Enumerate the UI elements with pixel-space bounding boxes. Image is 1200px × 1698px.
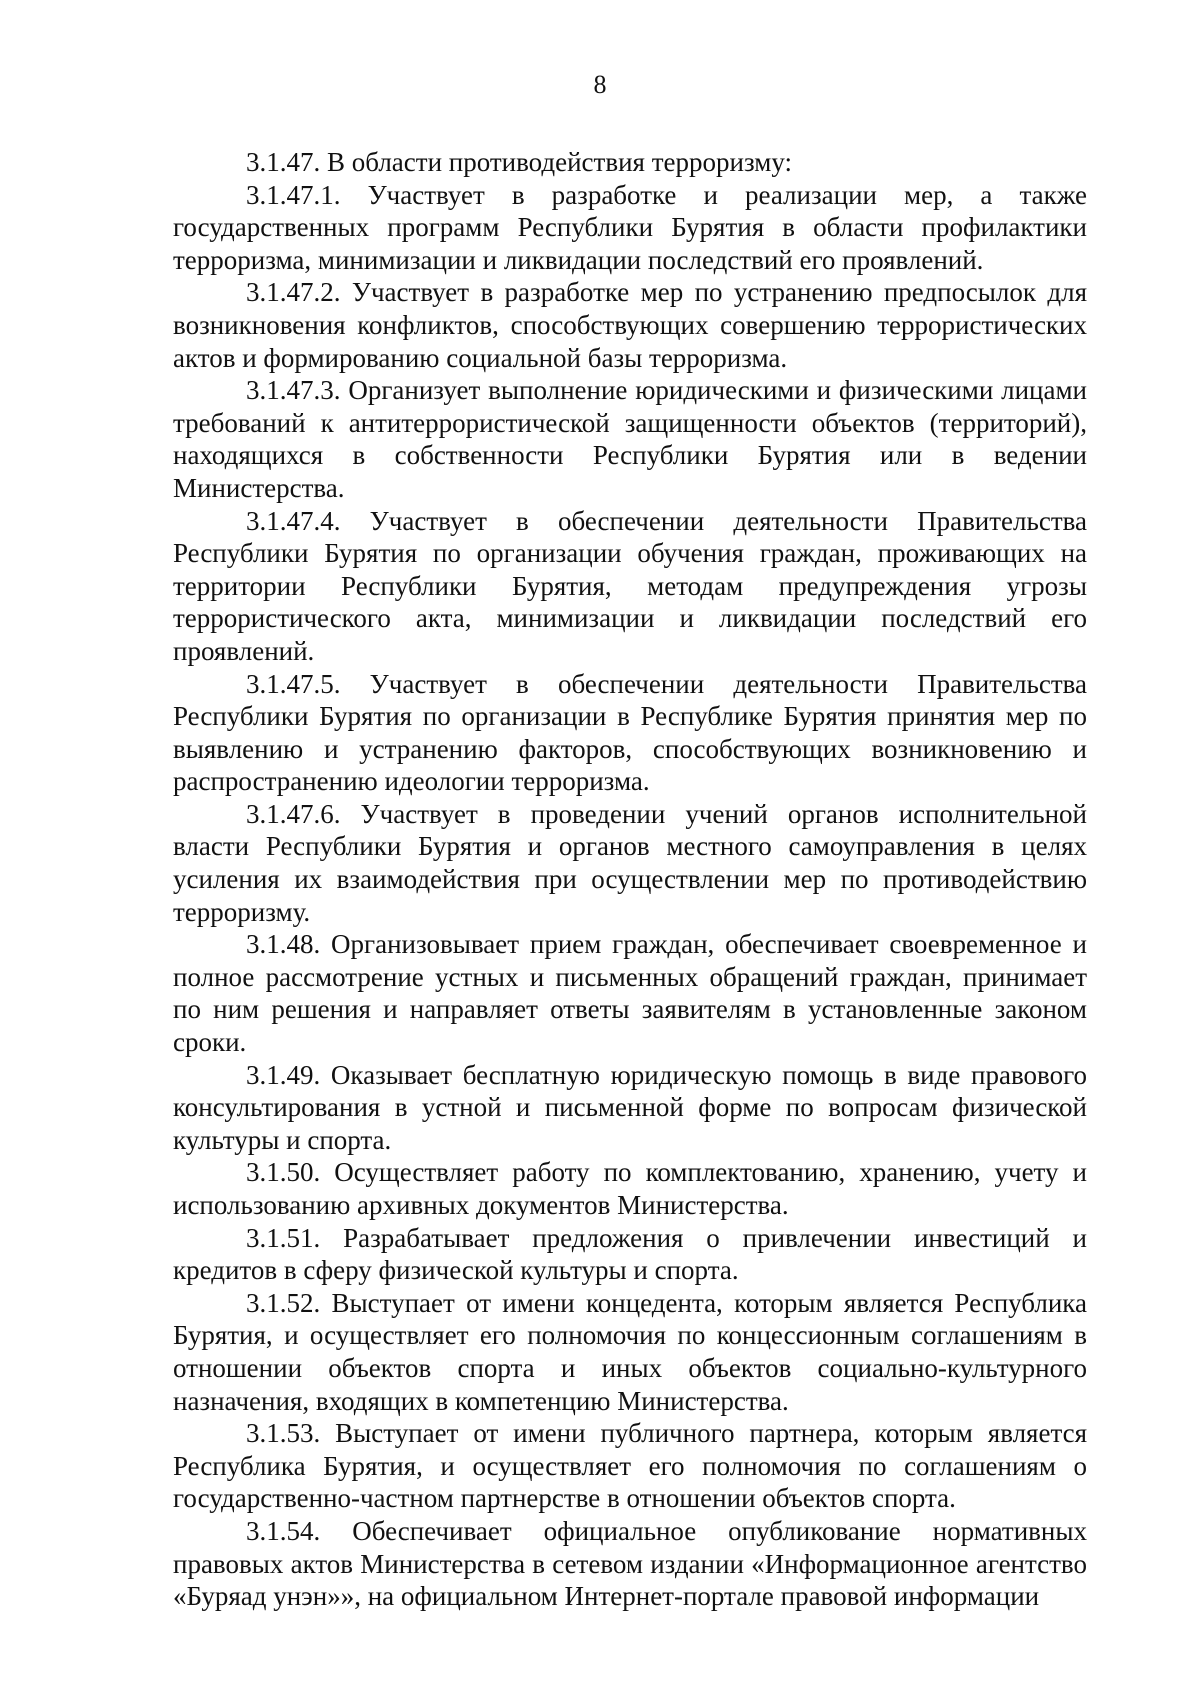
- page-number: 8: [593, 70, 607, 99]
- paragraph-3-1-51: 3.1.51. Разрабатывает предложения о привлечении инвестиций и кредитов в сферу физической культуры и спорта.: [173, 1222, 1087, 1286]
- paragraph-3-1-47-3: 3.1.47.3. Организует выполнение юридическими и физическими лицами требований к антитеррористической защищенности объектов (территорий), находящихся в собственности Республики Бурятия или в ведении Министерства.: [173, 375, 1087, 503]
- paragraph-3-1-52: 3.1.52. Выступает от имени концедента, которым является Республика Бурятия, и осуществляет его полномочия по концессионным соглашениям в отношении объектов спорта и иных объектов социально-культурного назначения, входящих в компетенцию Министерства.: [173, 1287, 1087, 1416]
- paragraph-3-1-50: 3.1.50. Осуществляет работу по комплектованию, хранению, учету и использованию архивных документов Министерства.: [173, 1157, 1087, 1220]
- paragraph-3-1-47: 3.1.47. В области противодействия терроризму:: [246, 147, 792, 177]
- paragraph-3-1-49: 3.1.49. Оказывает бесплатную юридическую помощь в виде правового консультирования в устной и письменной форме по вопросам физической культуры и спорта.: [173, 1059, 1087, 1155]
- paragraph-3-1-47-5: 3.1.47.5. Участвует в обеспечении деятельности Правительства Республики Бурятия по организации в Республике Бурятия принятия мер по выявлению и устранению факторов, способствующих возникновению и распространению идеологии терроризма.: [173, 668, 1087, 797]
- paragraph-3-1-54: 3.1.54. Обеспечивает официальное опубликование нормативных правовых актов Министерства в сетевом издании «Информационное агентство «Буряад унэн»», на официальном Интернет-портале правовой информации: [173, 1515, 1087, 1612]
- paragraph-3-1-53: 3.1.53. Выступает от имени публичного партнера, которым является Республика Бурятия, и осуществляет его полномочия по соглашениям о государственно-частном партнерстве в отношении объектов спорта.: [173, 1418, 1087, 1514]
- paragraph-3-1-47-4: 3.1.47.4. Участвует в обеспечении деятельности Правительства Республики Бурятия по организации обучения граждан, проживающих на территории Республики Бурятия, методам предупреждения угрозы террористического акта, минимизации и ликвидации последствий его проявлений.: [173, 505, 1087, 666]
- paragraph-3-1-47-6: 3.1.47.6. Участвует в проведении учений органов исполнительной власти Республики Бурятия и органов местного самоуправления в целях усиления их взаимодействия при осуществлении мер по противодействию терроризму.: [173, 798, 1087, 927]
- document-body: [173, 146, 1087, 1613]
- paragraph-3-1-48: 3.1.48. Организовывает прием граждан, обеспечивает своевременное и полное рассмотрение устных и письменных обращений граждан, принимает по ним решения и направляет ответы заявителям в установленные законом сроки.: [173, 929, 1087, 1058]
- paragraph-3-1-47-2: 3.1.47.2. Участвует в разработке мер по устранению предпосылок для возникновения конфликтов, способствующих совершению террористических актов и формированию социальной базы терроризма.: [173, 277, 1087, 373]
- paragraph-3-1-47-1: 3.1.47.1. Участвует в разработке и реализации мер, а также государственных программ Республики Бурятия в области профилактики терроризма, минимизации и ликвидации последствий его проявлений.: [173, 179, 1087, 275]
